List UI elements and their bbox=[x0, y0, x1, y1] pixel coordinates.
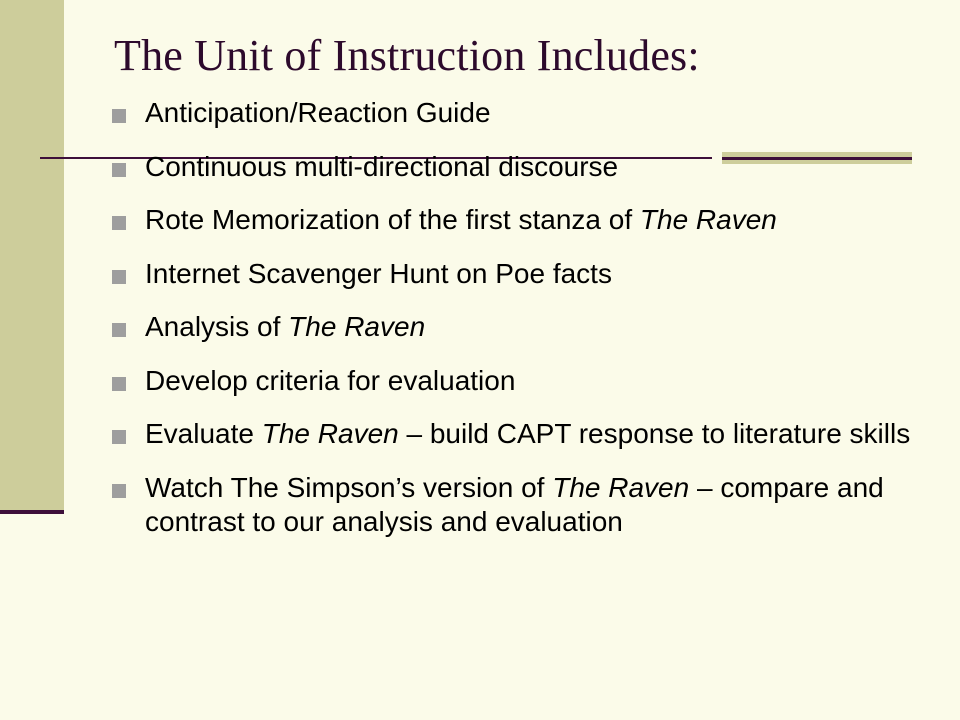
item-text: Develop criteria for evaluation bbox=[145, 364, 516, 396]
square-bullet-icon bbox=[112, 109, 126, 123]
list-item-scavenger-hunt bbox=[112, 257, 922, 291]
left-sidebar-bar bbox=[0, 0, 64, 514]
square-bullet-icon bbox=[112, 270, 126, 284]
slide-title: The Unit of Instruction Includes: bbox=[114, 31, 700, 80]
square-bullet-icon bbox=[112, 163, 126, 177]
square-bullet-icon bbox=[112, 484, 126, 498]
square-bullet-icon bbox=[112, 430, 126, 444]
item-text: Internet Scavenger Hunt on Poe facts bbox=[145, 257, 612, 289]
list-item-discourse bbox=[112, 150, 922, 184]
item-text-italic: The Raven bbox=[552, 471, 690, 503]
list-item-criteria bbox=[112, 364, 922, 398]
list-item-rote-memorization bbox=[112, 203, 922, 237]
item-text-before: Analysis of bbox=[145, 311, 289, 342]
item-text-italic: The Raven bbox=[261, 418, 399, 449]
item-text-after: – compare and contrast to our analysis and evaluation bbox=[145, 471, 884, 537]
item-text-before: Watch The Simpson’s version of bbox=[145, 471, 553, 503]
item-text-italic: The Raven bbox=[639, 204, 777, 235]
sidebar-rule bbox=[0, 510, 64, 514]
square-bullet-icon bbox=[112, 216, 126, 230]
list-item-simpsons bbox=[112, 471, 922, 539]
item-text-before: Rote Memorization of the first stanza of bbox=[145, 204, 640, 235]
item-text: Anticipation/Reaction Guide bbox=[145, 97, 491, 128]
list-item-anticipation-guide bbox=[112, 96, 922, 130]
bullet-list bbox=[112, 96, 922, 558]
item-text: Continuous multi-directional discourse bbox=[145, 150, 619, 182]
item-text-after: – build CAPT response to literature skills bbox=[398, 418, 911, 449]
square-bullet-icon bbox=[112, 377, 126, 391]
item-text-before: Evaluate bbox=[145, 418, 262, 449]
list-item-evaluate bbox=[112, 417, 922, 451]
list-item-analysis bbox=[112, 310, 922, 344]
square-bullet-icon bbox=[112, 323, 126, 337]
item-text-italic: The Raven bbox=[288, 311, 426, 342]
